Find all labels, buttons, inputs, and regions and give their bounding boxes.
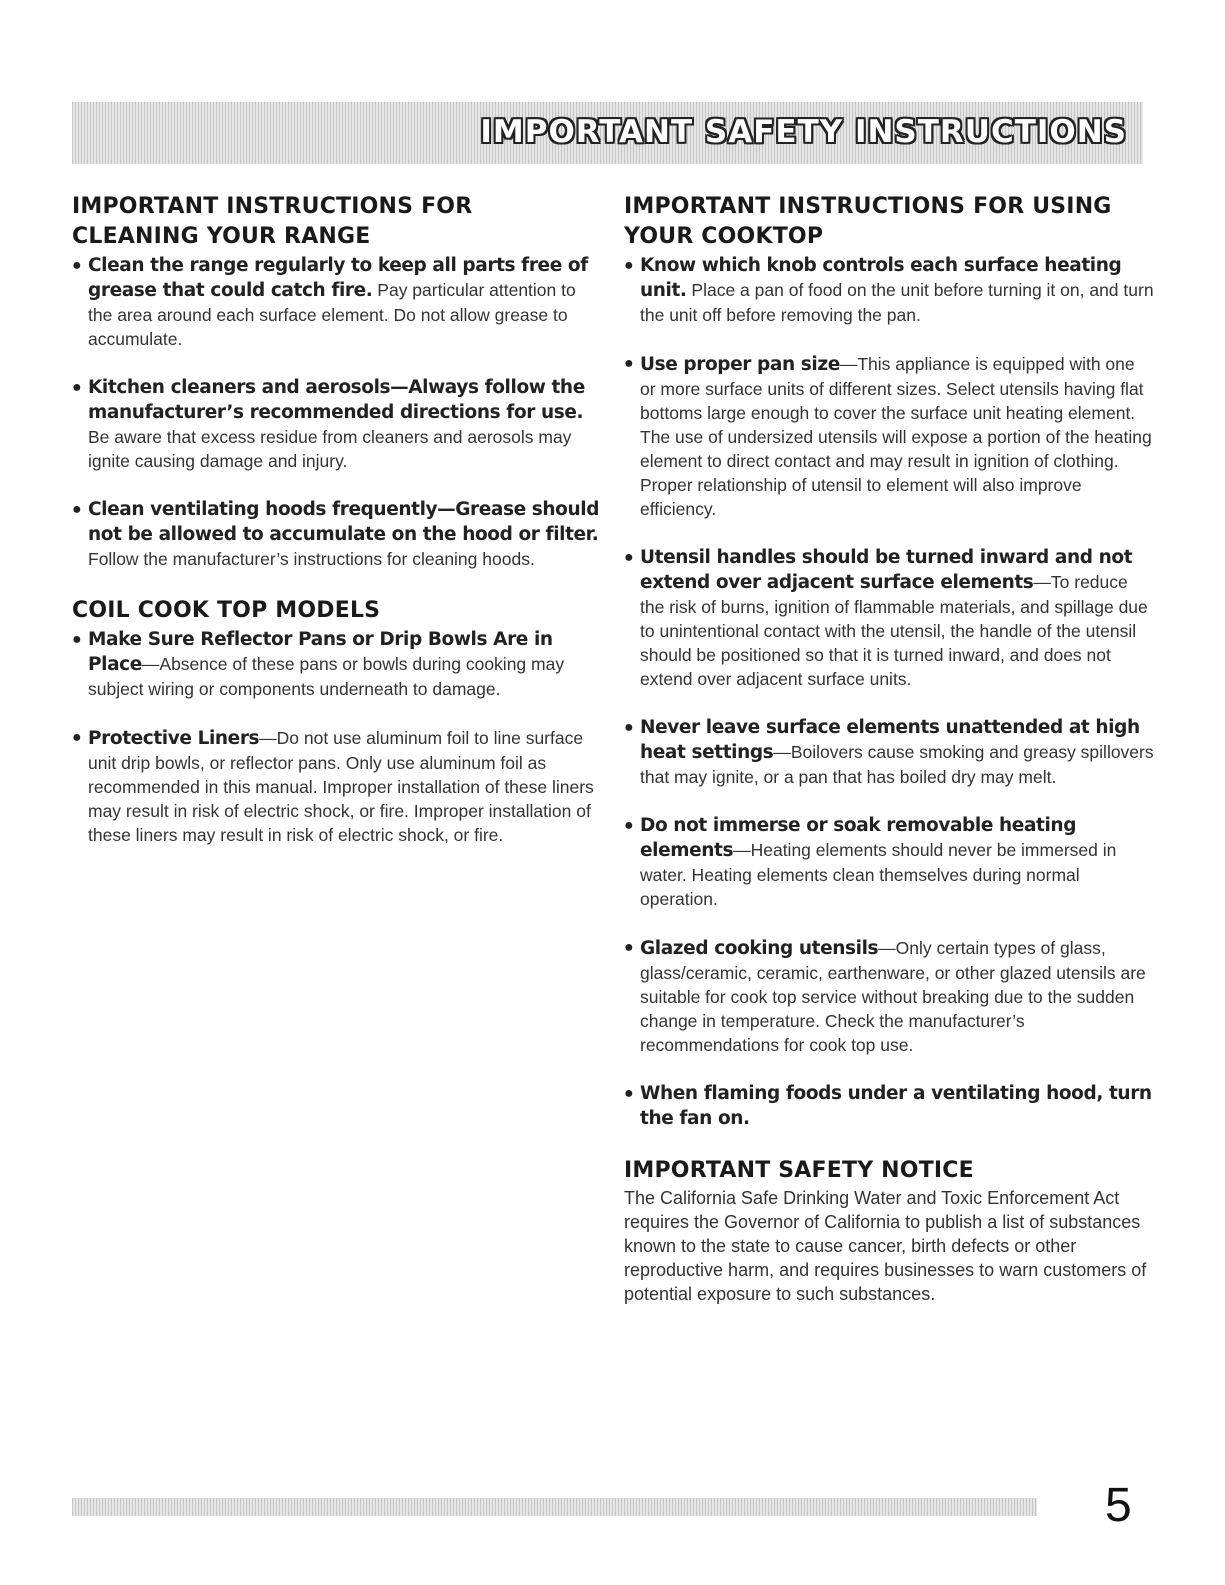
item-text: Pay particular attention to the area around each surface element. Do not allow grease to accumulate. bbox=[88, 280, 576, 349]
item-lead: Glazed cooking utensils bbox=[640, 938, 879, 959]
list-item bbox=[624, 716, 1154, 789]
item-text: —Do not use aluminum foil to line surface unit drip bowls, or reflector pans. Only use aluminum foil as recommended in this manual. Improper installation of these liners may result in risk of electric shock, or fire. Improper installation of these liners may result in risk of electric shock, or fire. bbox=[88, 728, 594, 845]
bullet-icon: ● bbox=[72, 257, 82, 274]
bullet-icon: ● bbox=[72, 631, 82, 648]
item-text: —Absence of these pans or bowls during cooking may subject wiring or components underneath to damage. bbox=[88, 654, 565, 699]
coil-heading: COIL COOK TOP MODELS bbox=[72, 598, 381, 623]
footer-bar bbox=[72, 1498, 1037, 1516]
list-item bbox=[72, 498, 602, 571]
list-item bbox=[624, 1082, 1154, 1131]
left-column bbox=[72, 192, 602, 872]
item-text: —This appliance is equipped with one or more surface units of different sizes. Select utensils having flat bottoms large enough to cover the surface unit heating element. The use of undersized utensils will expose a portion of the heating element to direct contact and may result in ignition of clothing. Proper relationship of utensil to element will also improve efficiency. bbox=[640, 354, 1152, 519]
bullet-icon: ● bbox=[72, 501, 82, 518]
bullet-icon: ● bbox=[624, 549, 634, 566]
item-lead: Never leave surface elements unattended at high heat settings bbox=[640, 717, 1140, 763]
item-text: —Only certain types of glass, glass/ceramic, ceramic, earthenware, or other glazed utensils are suitable for cook top service without breaking due to the sudden change in temperature. Check the manufacturer’s recommendations for cook top use. bbox=[640, 938, 1146, 1055]
item-lead: Clean ventilating hoods frequently—Grease should not be allowed to accumulate on the hood or filter. bbox=[88, 499, 600, 545]
item-lead: Utensil handles should be turned inward and not extend over adjacent surface elements bbox=[640, 547, 1133, 593]
list-item bbox=[624, 254, 1154, 327]
item-text: Be aware that excess residue from cleaners and aerosols may ignite causing damage and injury. bbox=[88, 427, 572, 471]
bullet-icon: ● bbox=[624, 719, 634, 736]
bullet-icon: ● bbox=[624, 257, 634, 274]
item-lead: Use proper pan size bbox=[640, 354, 840, 375]
banner-title: IMPORTANT SAFETY INSTRUCTIONS bbox=[480, 114, 1127, 150]
cleaning-section bbox=[72, 192, 602, 571]
page-number: 5 bbox=[1105, 1479, 1132, 1532]
item-text: —Heating elements should never be immersed in water. Heating elements clean themselves during normal operation. bbox=[640, 840, 1117, 909]
item-lead: Do not immerse or soak removable heating elements bbox=[640, 815, 1077, 861]
item-text: —To reduce the risk of burns, ignition of flammable materials, and spillage due to unintentional contact with the utensil, the handle of the utensil should be positioned so that it is turned inward, and does not extend over adjacent surface units. bbox=[640, 572, 1148, 689]
right-column bbox=[624, 192, 1154, 1322]
item-lead: Make Sure Reflector Pans or Drip Bowls Are in Place bbox=[88, 629, 553, 675]
notice-heading: IMPORTANT SAFETY NOTICE bbox=[624, 1158, 974, 1183]
cleaning-heading: IMPORTANT INSTRUCTIONS FOR CLEANING YOUR RANGE bbox=[72, 194, 473, 249]
item-lead: Kitchen cleaners and aerosols—Always follow the manufacturer’s recommended directions for use. bbox=[88, 377, 585, 423]
cooktop-heading: IMPORTANT INSTRUCTIONS FOR USING YOUR COOKTOP bbox=[624, 194, 1112, 249]
coil-section bbox=[72, 596, 602, 847]
list-item bbox=[624, 814, 1154, 911]
item-text: Follow the manufacturer’s instructions for cleaning hoods. bbox=[88, 549, 535, 569]
bullet-icon: ● bbox=[624, 1085, 634, 1102]
item-text: —Boilovers cause smoking and greasy spillovers that may ignite, or a pan that has boiled dry may melt. bbox=[640, 742, 1154, 787]
item-lead: Protective Liners bbox=[88, 728, 260, 749]
bullet-icon: ● bbox=[624, 939, 634, 956]
item-lead: Know which knob controls each surface heating unit. bbox=[640, 255, 1122, 301]
notice-section bbox=[624, 1156, 1154, 1306]
bullet-icon: ● bbox=[624, 355, 634, 372]
bullet-icon: ● bbox=[624, 817, 634, 834]
item-lead: When flaming foods under a ventilating hood, turn the fan on. bbox=[640, 1083, 1152, 1129]
list-item bbox=[624, 352, 1154, 521]
list-item bbox=[624, 936, 1154, 1057]
item-text: Place a pan of food on the unit before turning it on, and turn the unit off before removing the pan. bbox=[640, 280, 1154, 325]
list-item bbox=[72, 628, 602, 701]
list-item bbox=[624, 546, 1154, 691]
list-item bbox=[72, 726, 602, 847]
header-banner bbox=[72, 102, 1143, 164]
bullet-icon: ● bbox=[72, 729, 82, 746]
list-item bbox=[72, 254, 602, 351]
list-item bbox=[72, 376, 602, 473]
item-lead: Clean the range regularly to keep all parts free of grease that could catch fire. bbox=[88, 255, 588, 301]
notice-text: The California Safe Drinking Water and Toxic Enforcement Act requires the Governor of California to publish a list of substances known to the state to cause cancer, birth defects or other reproductive harm, and requires businesses to warn customers of potential exposure to such substances. bbox=[624, 1188, 1147, 1304]
cooktop-section bbox=[624, 192, 1154, 1131]
bullet-icon: ● bbox=[72, 379, 82, 396]
